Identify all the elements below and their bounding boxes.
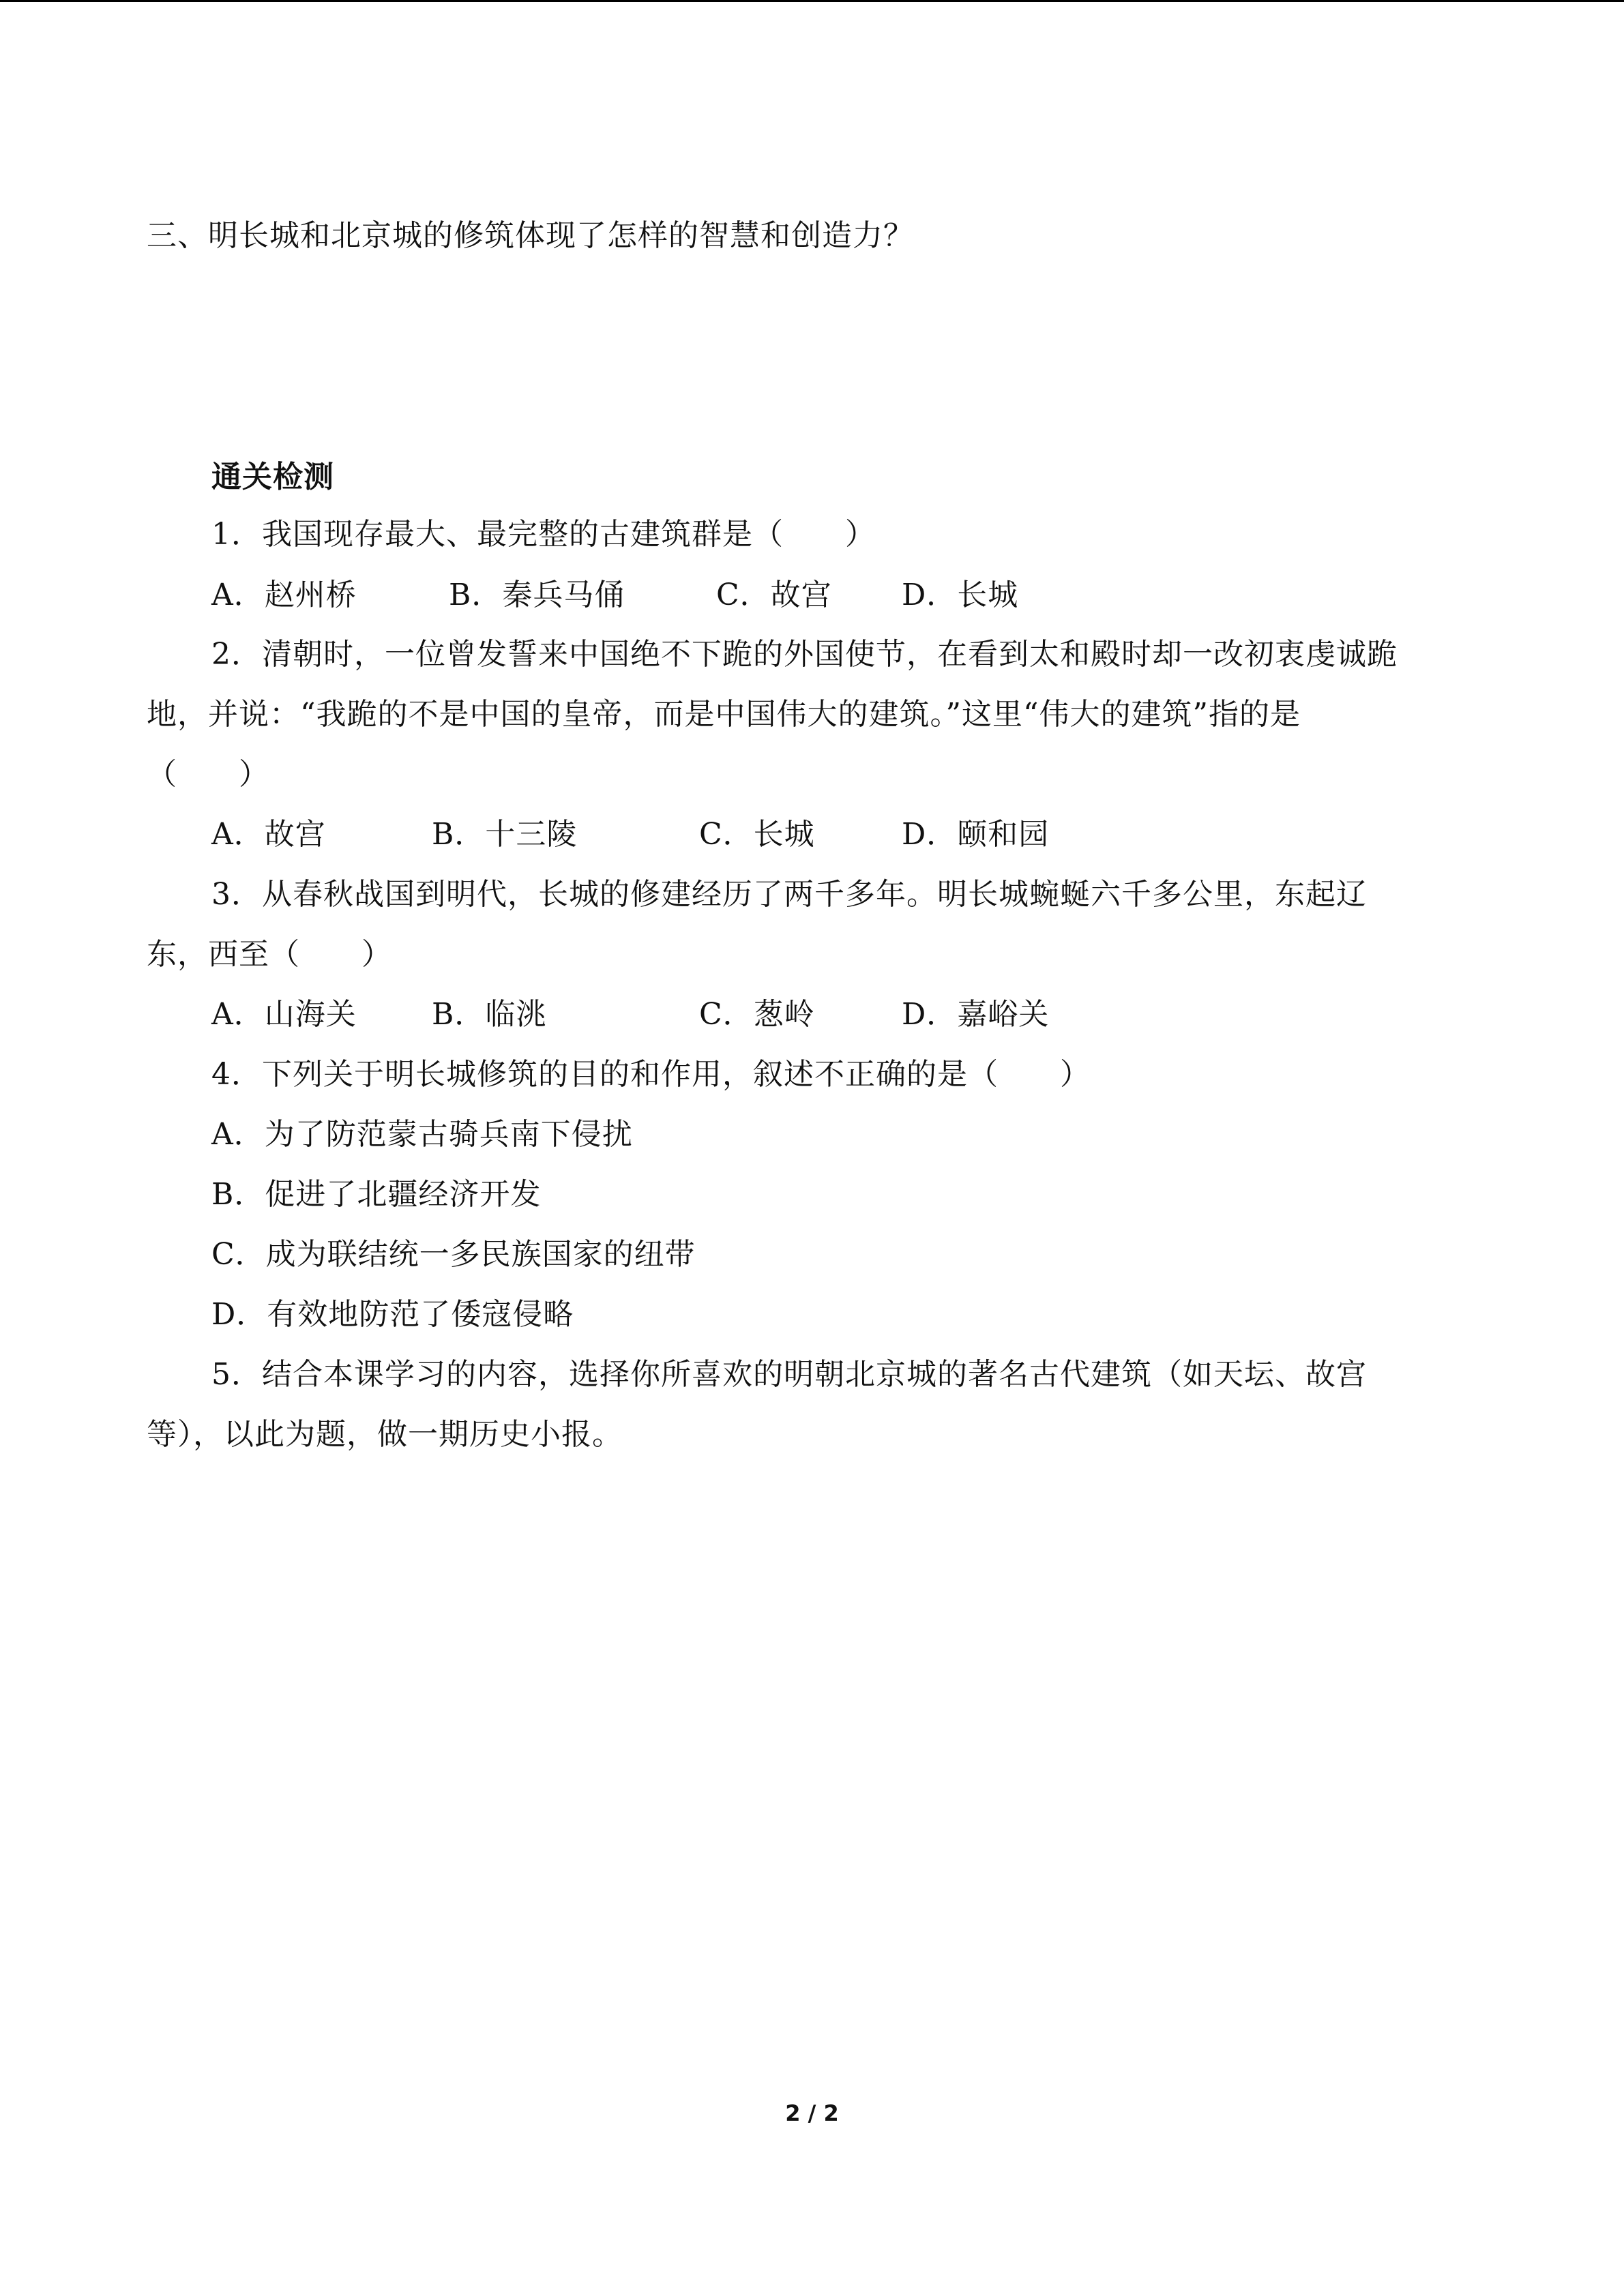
- page-number: 2 / 2: [785, 2100, 839, 2126]
- q3-option-b: B．临洮: [432, 997, 547, 1032]
- q1-option-a: A．赵州桥: [211, 578, 357, 612]
- question-1-options: [211, 575, 1439, 616]
- q2-option-b: B．十三陵: [432, 817, 578, 852]
- q1-option-d: D．长城: [902, 578, 1019, 612]
- section-3-heading: 三、明长城和北京城的修筑体现了怎样的智慧和创造力？: [147, 218, 914, 253]
- q2-option-a: A．故宫: [211, 817, 326, 852]
- question-2-line-3: （ ）: [147, 757, 269, 792]
- quiz-title: 通关检测: [211, 460, 334, 494]
- q4-option-c: C．成为联结统一多民族国家的纽带: [211, 1237, 696, 1272]
- question-2-line-2: 地，并说：“我跪的不是中国的皇帝，而是中国伟大的建筑。”这里“伟大的建筑”指的是: [147, 697, 1301, 732]
- question-2-line-1: 2．清朝时，一位曾发誓来中国绝不下跪的外国使节，在看到太和殿时却一改初衷虔诚跪: [211, 637, 1398, 672]
- q3-option-a: A．山海关: [211, 997, 357, 1032]
- page-top-border: [0, 0, 1624, 2]
- question-4-stem: 4．下列关于明长城修筑的目的和作用，叙述不正确的是（ ）: [211, 1057, 1091, 1092]
- question-3-options: [211, 994, 1439, 1035]
- q1-option-c: C．故宫: [716, 578, 832, 612]
- question-5-line-1: 5．结合本课学习的内容，选择你所喜欢的明朝北京城的著名古代建筑（如天坛、故宫: [211, 1357, 1367, 1392]
- q3-option-d: D．嘉峪关: [902, 997, 1050, 1032]
- question-3-line-1: 3．从春秋战国到明代，长城的修建经历了两千多年。明长城蜿蜒六千多公里，东起辽: [211, 877, 1367, 912]
- q2-option-d: D．颐和园: [902, 817, 1050, 852]
- q4-option-b: B．促进了北疆经济开发: [211, 1177, 542, 1212]
- q3-option-c: C．葱岭: [699, 997, 815, 1032]
- q1-option-b: B．秦兵马俑: [449, 578, 625, 612]
- q2-option-c: C．长城: [699, 817, 815, 852]
- question-1-stem: 1．我国现存最大、最完整的古建筑群是（ ）: [211, 517, 876, 552]
- q4-option-a: A．为了防范蒙古骑兵南下侵扰: [211, 1117, 633, 1152]
- question-5-line-2: 等），以此为题，做一期历史小报。: [147, 1417, 623, 1452]
- q4-option-d: D．有效地防范了倭寇侵略: [211, 1297, 574, 1332]
- question-2-options: [211, 814, 1439, 855]
- question-3-line-2: 东，西至（ ）: [147, 937, 392, 972]
